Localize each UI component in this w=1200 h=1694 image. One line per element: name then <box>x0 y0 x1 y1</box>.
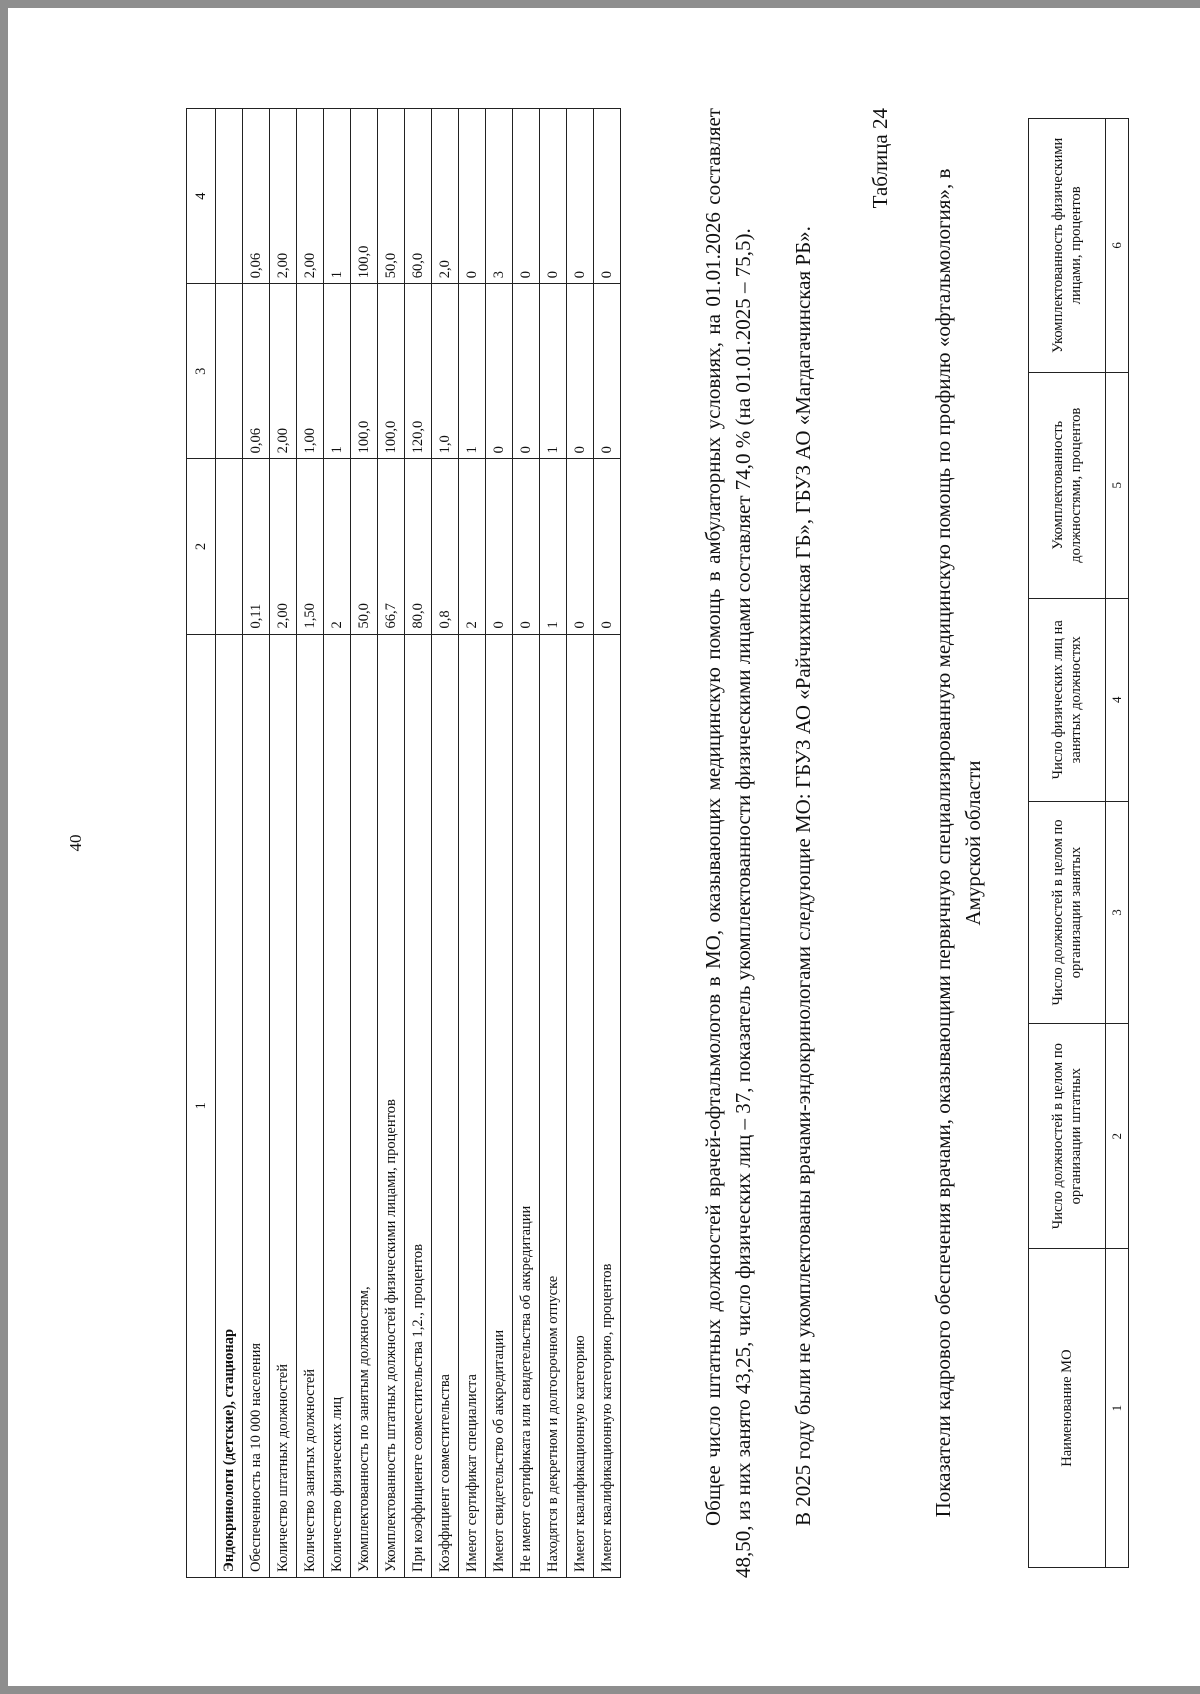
cell: 1,0 <box>432 284 459 459</box>
cell: 0 <box>567 284 594 459</box>
table-row <box>513 109 540 1578</box>
cell: 1 <box>324 284 351 459</box>
header-col-2: 2 <box>187 459 216 634</box>
cell: 0 <box>567 109 594 284</box>
cell: 60,0 <box>405 109 432 284</box>
table-row <box>297 109 324 1578</box>
col-number: 6 <box>1106 119 1129 373</box>
page-number: 40 <box>66 834 85 852</box>
cell: 0 <box>567 459 594 634</box>
cell: 1 <box>540 459 567 634</box>
col-number: 1 <box>1106 1249 1129 1568</box>
cell: 100,0 <box>351 284 378 459</box>
cell: 2,00 <box>297 109 324 284</box>
table-row <box>405 109 432 1578</box>
ophthalmology-table <box>1028 118 1129 1568</box>
table-caption: Показатели кадрового обеспечения врачами, оказывающими первичную специализированную медицинскую помощь по профилю «офтальмология», в Амурской области <box>931 168 985 1518</box>
table-row <box>459 109 486 1578</box>
section-title: Эндокринологи (детские), стационар <box>216 634 243 1577</box>
cell: 0 <box>513 109 540 284</box>
table-row <box>594 109 621 1578</box>
header-col-4: 4 <box>187 109 216 284</box>
header-occupied-positions: Число должностей в целом по организации занятых <box>1029 801 1106 1023</box>
table-header-row <box>1029 119 1106 1568</box>
table-row <box>351 109 378 1578</box>
col-number: 3 <box>1106 801 1129 1023</box>
row-label: Количество занятых должностей <box>297 634 324 1577</box>
col-number: 5 <box>1106 372 1129 598</box>
cell: 2 <box>324 459 351 634</box>
table-row <box>540 109 567 1578</box>
cell: 0 <box>459 109 486 284</box>
cell: 2 <box>459 459 486 634</box>
cell: 1 <box>324 109 351 284</box>
col-number: 4 <box>1106 598 1129 801</box>
cell: 0 <box>513 459 540 634</box>
paragraph-ophthalmologists: Общее число штатных должностей врачей-офтальмологов в МО, оказывающих медицинскую помощь в амбулаторных условиях, на 01.01.2026 составляет 48,50, из них занято 43,25, число физических лиц – 37, показатель укомплектованности физическими лицами составляет 74,0 % (на 01.01.2025 – 75,5). <box>701 108 755 1578</box>
document-page <box>8 8 1200 1686</box>
header-col-3: 3 <box>187 284 216 459</box>
cell: 0 <box>594 284 621 459</box>
cell: 0 <box>540 109 567 284</box>
table-row <box>243 109 270 1578</box>
cell: 1 <box>459 284 486 459</box>
col-number: 2 <box>1106 1024 1129 1249</box>
cell: 1 <box>540 284 567 459</box>
cell: 120,0 <box>405 284 432 459</box>
header-staff-positions: Число должностей в целом по организации штатных <box>1029 1024 1106 1249</box>
header-staffing-persons: Укомплектованность физическими лицами, процентов <box>1029 119 1106 373</box>
paragraph-endocrinologists: В 2025 году были не укомплектованы врачами-эндокринологами следующие МО: ГБУЗ АО «Райчихинская ГБ», ГБУЗ АО «Магдагачинская РБ». <box>791 226 815 1526</box>
cell: 0,8 <box>432 459 459 634</box>
cell: 0 <box>594 459 621 634</box>
rotated-content <box>38 58 1168 1628</box>
table-row <box>270 109 297 1578</box>
row-label: Укомплектованность штатных должностей физическими лицами, процентов <box>378 634 405 1577</box>
column-number-row <box>1106 119 1129 1568</box>
endocrinology-table <box>186 108 621 1578</box>
row-label: При коэффициенте совместительства 1,2., процентов <box>405 634 432 1577</box>
cell: 0,06 <box>243 284 270 459</box>
header-physical-persons: Число физических лиц на занятых должностях <box>1029 598 1106 801</box>
header-col-1: 1 <box>187 634 216 1577</box>
table-header-row <box>187 109 216 1578</box>
cell: 0 <box>486 284 513 459</box>
cell: 0,06 <box>243 109 270 284</box>
cell: 2,00 <box>270 284 297 459</box>
cell: 1,50 <box>297 459 324 634</box>
table-row <box>432 109 459 1578</box>
table-row <box>567 109 594 1578</box>
table-number: Таблица 24 <box>868 108 892 209</box>
cell: 66,7 <box>378 459 405 634</box>
cell: 3 <box>486 109 513 284</box>
cell: 100,0 <box>351 109 378 284</box>
row-label: Обеспеченность на 10 000 населения <box>243 634 270 1577</box>
table-row <box>324 109 351 1578</box>
cell: 50,0 <box>351 459 378 634</box>
table-row <box>486 109 513 1578</box>
cell: 2,00 <box>270 109 297 284</box>
row-label: Коэффициент совместительства <box>432 634 459 1577</box>
row-label: Имеют квалификационную категорию, процентов <box>594 634 621 1577</box>
row-label: Имеют сертификат специалиста <box>459 634 486 1577</box>
cell: 80,0 <box>405 459 432 634</box>
table-row <box>378 109 405 1578</box>
row-label: Находятся в декретном и долгосрочном отпуске <box>540 634 567 1577</box>
cell: 0,11 <box>243 459 270 634</box>
cell: 1,00 <box>297 284 324 459</box>
cell: 0 <box>513 284 540 459</box>
row-label: Имеют квалификационную категорию <box>567 634 594 1577</box>
header-mo-name: Наименование МО <box>1029 1249 1106 1568</box>
row-label: Имеют свидетельство об аккредитации <box>486 634 513 1577</box>
cell: 0 <box>486 459 513 634</box>
cell: 50,0 <box>378 109 405 284</box>
row-label: Количество физических лиц <box>324 634 351 1577</box>
cell: 0 <box>594 109 621 284</box>
row-label: Укомплектованность по занятым должностям, <box>351 634 378 1577</box>
section-row <box>216 109 243 1578</box>
cell: 2,0 <box>432 109 459 284</box>
row-label: Количество штатных должностей <box>270 634 297 1577</box>
cell: 100,0 <box>378 284 405 459</box>
header-staffing-positions: Укомплектованность должностями, процентов <box>1029 372 1106 598</box>
row-label: Не имеют сертификата или свидетельства об аккредитации <box>513 634 540 1577</box>
cell: 2,00 <box>270 459 297 634</box>
